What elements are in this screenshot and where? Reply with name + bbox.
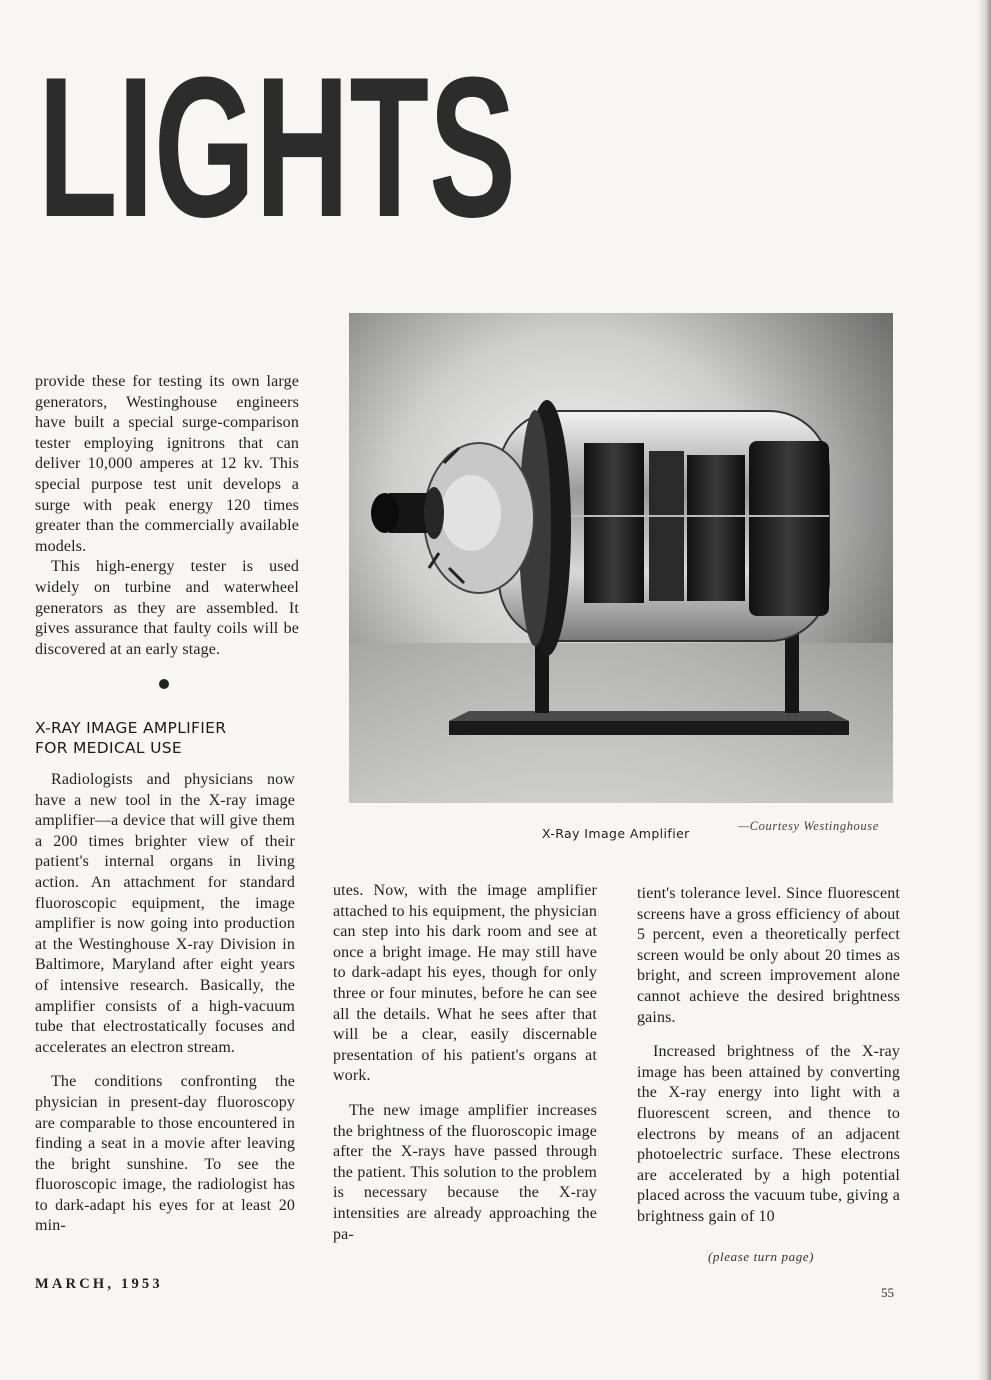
column-3 bbox=[637, 884, 900, 1228]
paragraph: This high-energy tester is used widely on turbine and waterwheel generators as they are assembled. It gives assurance that faulty coils will be discovered at an early stage. bbox=[35, 558, 299, 658]
section-separator-bullet bbox=[159, 679, 169, 689]
page-number: 55 bbox=[881, 1285, 894, 1300]
continued-note: (please turn page) bbox=[708, 1249, 815, 1264]
column-1-bottom bbox=[35, 770, 295, 1237]
paragraph: provide these for testing its own large generators, Westinghouse engineers have built a special surge-comparison tester employing ignitrons that can deliver 10,000 amperes at 12 kv. This special purpose test unit develops a surge with peak energy 120 times greater than the commercially available models. bbox=[35, 373, 299, 555]
photo-credit: —Courtesy Westinghouse bbox=[738, 819, 879, 833]
paragraph: utes. Now, with the image amplifier attached to his equipment, the physician can step into his dark room and see at once a bright image. He may still have to dark-adapt his eyes, though for only three or four minutes, before he can see all the details. What he sees after that will be a clear, easily discernable presentation of his patient's organs at work. bbox=[333, 882, 597, 1085]
paragraph: Radiologists and physicians now have a new tool in the X-ray image amplifier—a device that will give them a 200 times brighter view of their patient's internal organs in living action. An attachment for standard fluoroscopic equipment, the image amplifier is now going into production at the Westinghouse X-ray Division in Baltimore, Maryland after eight years of intensive research. Basically, the amplifier consists of a high-vacuum tube that electrostatically focuses and accelerates an electron stream. bbox=[35, 771, 295, 1056]
x-ray-amplifier-photo bbox=[349, 313, 893, 803]
section-heading-line-2: FOR MEDICAL USE bbox=[35, 739, 182, 757]
x-ray-tube-illustration bbox=[349, 313, 893, 803]
headline-text: LIGHTS bbox=[38, 35, 516, 259]
column-1-top bbox=[35, 372, 299, 660]
headline-graphic bbox=[38, 30, 518, 259]
section-heading bbox=[35, 718, 295, 758]
paragraph: tient's tolerance level. Since fluorescent screens have a gross efficiency of about 5 percent, even a theoretically perfect screen would be only about 20 times as bright, and screen improvement alone cannot achieve the desired brightness gains. bbox=[637, 885, 900, 1026]
paragraph: The conditions confronting the physician in present-day fluoroscopy are comparable to those encountered in finding a seat in a movie after leaving the bright sunshine. To see the fluoroscopic image, the radiologist has to dark-adapt his eyes for at least 20 min- bbox=[35, 1073, 295, 1235]
footer-date: MARCH, 1953 bbox=[35, 1276, 163, 1292]
page-edge-shadow bbox=[977, 0, 991, 1380]
page-headline bbox=[38, 30, 518, 259]
photo-caption: X-Ray Image Amplifier bbox=[542, 826, 690, 841]
paragraph: Increased brightness of the X-ray image has been attained by converting the X-ray energy into light with a fluorescent screen, and thence to electrons by means of an adjacent photoelectric surface. These electrons are accelerated by a high potential placed across the vacuum tube, giving a brightness gain of 10 bbox=[637, 1043, 900, 1225]
paragraph: The new image amplifier increases the brightness of the fluoroscopic image after the X-rays have passed through the patient. This solution to the problem is necessary because the X-ray intensities are already approaching the pa- bbox=[333, 1101, 597, 1243]
section-heading-line-1: X-RAY IMAGE AMPLIFIER bbox=[35, 719, 227, 737]
column-2 bbox=[333, 881, 597, 1245]
